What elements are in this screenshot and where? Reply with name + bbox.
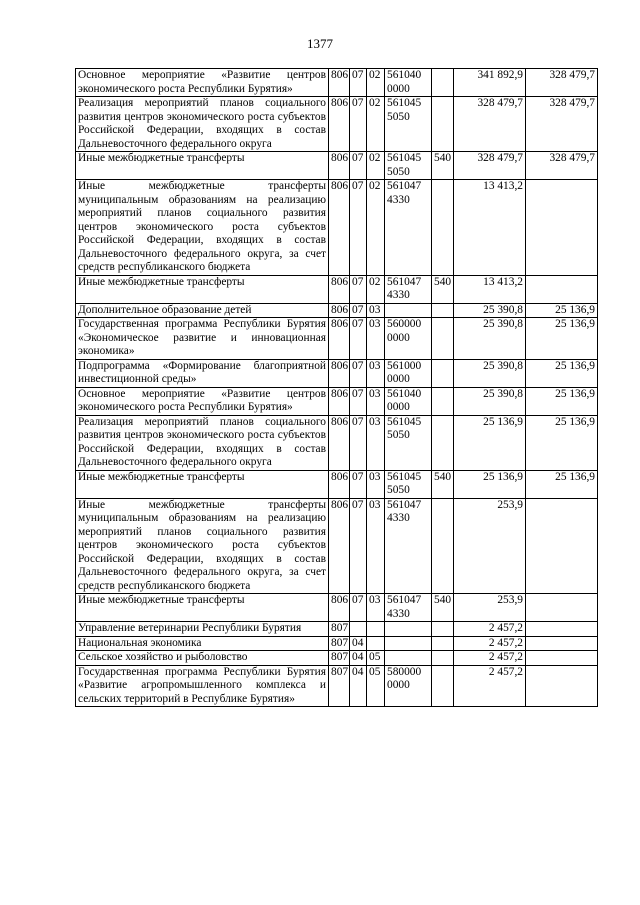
row-amount-year2-cell: 328 479,7 [526, 152, 598, 180]
row-amount-year1-cell: 2 457,2 [454, 651, 526, 666]
row-pr-cell: 03 [367, 359, 385, 387]
row-csr-cell: 561000 0000 [385, 359, 432, 387]
row-name-cell: Реализация мероприятий планов социального развития центров экономического роста субъектов Российской Федерации, входящих в состав Дальневосточного федерального округа [76, 97, 329, 152]
row-amount-year1-cell: 25 390,8 [454, 303, 526, 318]
row-csr-cell [385, 651, 432, 666]
row-amount-year2-cell [526, 651, 598, 666]
row-amount-year1-cell: 328 479,7 [454, 152, 526, 180]
row-amount-year2-cell: 328 479,7 [526, 97, 598, 152]
row-vr-cell [432, 359, 454, 387]
row-vr-cell [432, 651, 454, 666]
row-gr-cell: 807 [329, 636, 350, 651]
row-csr-cell: 561047 4330 [385, 180, 432, 276]
row-name-cell: Иные межбюджетные трансферты [76, 470, 329, 498]
table-row [76, 415, 598, 470]
row-rz-cell: 04 [350, 636, 367, 651]
row-amount-year2-cell: 25 136,9 [526, 387, 598, 415]
row-name-cell: Иные межбюджетные трансферты [76, 594, 329, 622]
row-pr-cell: 03 [367, 594, 385, 622]
row-gr-cell: 806 [329, 303, 350, 318]
row-amount-year1-cell: 13 413,2 [454, 180, 526, 276]
table-row [76, 152, 598, 180]
row-amount-year2-cell [526, 622, 598, 637]
row-amount-year1-cell: 25 390,8 [454, 387, 526, 415]
row-pr-cell: 03 [367, 415, 385, 470]
row-amount-year2-cell [526, 665, 598, 707]
row-rz-cell: 07 [350, 594, 367, 622]
row-amount-year2-cell [526, 275, 598, 303]
row-amount-year1-cell: 25 136,9 [454, 415, 526, 470]
row-name-cell: Государственная программа Республики Бурятия «Экономическое развитие и инновационная экономика» [76, 318, 329, 360]
row-pr-cell: 05 [367, 665, 385, 707]
row-vr-cell [432, 69, 454, 97]
row-gr-cell: 806 [329, 387, 350, 415]
row-rz-cell: 07 [350, 152, 367, 180]
row-vr-cell: 540 [432, 594, 454, 622]
row-csr-cell: 561047 4330 [385, 498, 432, 594]
row-pr-cell: 05 [367, 651, 385, 666]
row-rz-cell: 07 [350, 359, 367, 387]
row-amount-year1-cell: 2 457,2 [454, 636, 526, 651]
table-row [76, 651, 598, 666]
row-rz-cell: 07 [350, 387, 367, 415]
row-amount-year1-cell: 253,9 [454, 498, 526, 594]
row-amount-year2-cell [526, 180, 598, 276]
row-rz-cell: 07 [350, 498, 367, 594]
row-amount-year1-cell: 25 390,8 [454, 359, 526, 387]
table-row [76, 387, 598, 415]
row-vr-cell [432, 387, 454, 415]
row-name-cell: Иные межбюджетные трансферты [76, 152, 329, 180]
row-gr-cell: 806 [329, 594, 350, 622]
row-csr-cell [385, 303, 432, 318]
row-rz-cell: 07 [350, 303, 367, 318]
row-csr-cell [385, 636, 432, 651]
row-gr-cell: 806 [329, 498, 350, 594]
row-vr-cell: 540 [432, 152, 454, 180]
budget-table [75, 68, 598, 707]
row-vr-cell [432, 303, 454, 318]
row-amount-year2-cell [526, 594, 598, 622]
row-rz-cell: 07 [350, 69, 367, 97]
row-pr-cell: 02 [367, 180, 385, 276]
row-gr-cell: 806 [329, 97, 350, 152]
table-row [76, 359, 598, 387]
row-pr-cell: 02 [367, 69, 385, 97]
row-amount-year1-cell: 2 457,2 [454, 622, 526, 637]
row-rz-cell: 07 [350, 318, 367, 360]
row-amount-year1-cell: 253,9 [454, 594, 526, 622]
row-pr-cell: 02 [367, 97, 385, 152]
row-gr-cell: 806 [329, 152, 350, 180]
row-pr-cell [367, 622, 385, 637]
budget-table-body [76, 69, 598, 707]
row-csr-cell: 561040 0000 [385, 387, 432, 415]
row-gr-cell: 806 [329, 470, 350, 498]
row-amount-year2-cell: 25 136,9 [526, 303, 598, 318]
row-rz-cell: 07 [350, 275, 367, 303]
row-csr-cell: 561047 4330 [385, 275, 432, 303]
row-amount-year2-cell: 328 479,7 [526, 69, 598, 97]
row-rz-cell: 07 [350, 97, 367, 152]
row-vr-cell: 540 [432, 275, 454, 303]
row-name-cell: Иные межбюджетные трансферты [76, 275, 329, 303]
row-vr-cell [432, 636, 454, 651]
page-number: 1377 [307, 36, 333, 51]
row-name-cell: Управление ветеринарии Республики Бурятия [76, 622, 329, 637]
table-row [76, 275, 598, 303]
row-name-cell: Дополнительное образование детей [76, 303, 329, 318]
row-amount-year1-cell: 25 390,8 [454, 318, 526, 360]
row-name-cell: Иные межбюджетные трансферты муниципальным образованиям на реализацию мероприятий планов социального развития центров экономического роста субъектов Российской Федерации, входящих в состав Дальневосточного федерального округа, за счет средств республиканского бюджета [76, 498, 329, 594]
row-vr-cell [432, 622, 454, 637]
table-row [76, 97, 598, 152]
table-row [76, 318, 598, 360]
row-rz-cell: 04 [350, 665, 367, 707]
row-csr-cell: 561045 5050 [385, 152, 432, 180]
row-pr-cell [367, 636, 385, 651]
row-csr-cell [385, 622, 432, 637]
row-amount-year2-cell [526, 636, 598, 651]
table-row [76, 636, 598, 651]
row-csr-cell: 561047 4330 [385, 594, 432, 622]
table-row [76, 303, 598, 318]
row-vr-cell [432, 498, 454, 594]
row-csr-cell: 561045 5050 [385, 470, 432, 498]
row-rz-cell [350, 622, 367, 637]
row-gr-cell: 807 [329, 622, 350, 637]
row-amount-year2-cell: 25 136,9 [526, 359, 598, 387]
row-pr-cell: 03 [367, 498, 385, 594]
row-pr-cell: 03 [367, 303, 385, 318]
row-gr-cell: 806 [329, 180, 350, 276]
row-gr-cell: 806 [329, 415, 350, 470]
row-amount-year2-cell: 25 136,9 [526, 318, 598, 360]
row-pr-cell: 02 [367, 275, 385, 303]
table-row [76, 180, 598, 276]
row-vr-cell [432, 318, 454, 360]
table-row [76, 470, 598, 498]
row-name-cell: Иные межбюджетные трансферты муниципальным образованиям на реализацию мероприятий планов социального развития центров экономического роста субъектов Российской Федерации, входящих в состав Дальневосточного федерального округа, за счет средств республиканского бюджета [76, 180, 329, 276]
row-csr-cell: 561040 0000 [385, 69, 432, 97]
row-gr-cell: 806 [329, 69, 350, 97]
row-rz-cell: 07 [350, 180, 367, 276]
row-rz-cell: 07 [350, 470, 367, 498]
table-row [76, 69, 598, 97]
row-amount-year1-cell: 2 457,2 [454, 665, 526, 707]
row-gr-cell: 806 [329, 318, 350, 360]
row-name-cell: Реализация мероприятий планов социального развития центров экономического роста субъектов Российской Федерации, входящих в состав Дальневосточного федерального округа [76, 415, 329, 470]
row-csr-cell: 561045 5050 [385, 97, 432, 152]
row-amount-year1-cell: 328 479,7 [454, 97, 526, 152]
table-row [76, 622, 598, 637]
table-row [76, 498, 598, 594]
row-name-cell: Основное мероприятие «Развитие центров экономического роста Республики Бурятия» [76, 69, 329, 97]
row-csr-cell: 580000 0000 [385, 665, 432, 707]
row-vr-cell [432, 415, 454, 470]
table-row [76, 665, 598, 707]
row-amount-year1-cell: 341 892,9 [454, 69, 526, 97]
row-rz-cell: 04 [350, 651, 367, 666]
table-row [76, 594, 598, 622]
row-gr-cell: 807 [329, 651, 350, 666]
row-gr-cell: 806 [329, 275, 350, 303]
row-pr-cell: 03 [367, 318, 385, 360]
row-vr-cell [432, 97, 454, 152]
row-pr-cell: 02 [367, 152, 385, 180]
row-amount-year2-cell [526, 498, 598, 594]
row-name-cell: Государственная программа Республики Бурятия «Развитие агропромышленного комплекса и сельских территорий в Республике Бурятия» [76, 665, 329, 707]
row-name-cell: Основное мероприятие «Развитие центров экономического роста Республики Бурятия» [76, 387, 329, 415]
row-name-cell: Подпрограмма «Формирование благоприятной инвестиционной среды» [76, 359, 329, 387]
row-amount-year1-cell: 25 136,9 [454, 470, 526, 498]
row-pr-cell: 03 [367, 470, 385, 498]
row-csr-cell: 560000 0000 [385, 318, 432, 360]
row-vr-cell [432, 665, 454, 707]
row-name-cell: Сельское хозяйство и рыболовство [76, 651, 329, 666]
row-amount-year2-cell: 25 136,9 [526, 470, 598, 498]
row-amount-year2-cell: 25 136,9 [526, 415, 598, 470]
row-csr-cell: 561045 5050 [385, 415, 432, 470]
row-amount-year1-cell: 13 413,2 [454, 275, 526, 303]
row-vr-cell: 540 [432, 470, 454, 498]
row-rz-cell: 07 [350, 415, 367, 470]
row-vr-cell [432, 180, 454, 276]
row-name-cell: Национальная экономика [76, 636, 329, 651]
row-gr-cell: 806 [329, 359, 350, 387]
row-gr-cell: 807 [329, 665, 350, 707]
row-pr-cell: 03 [367, 387, 385, 415]
